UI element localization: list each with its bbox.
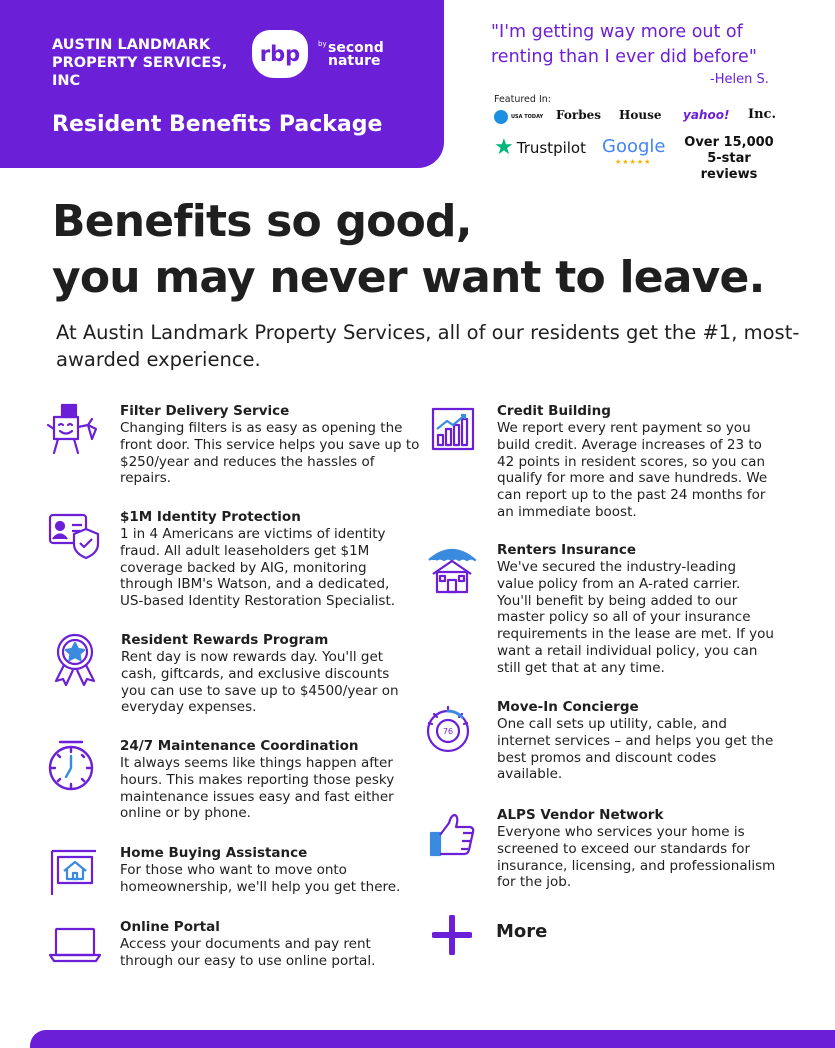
plus-icon [432, 915, 472, 955]
second-nature-logo: second nature [328, 40, 384, 69]
award-ribbon-icon [46, 632, 104, 690]
benefit-move-in-concierge [423, 699, 803, 789]
testimonial-quote: "I'm getting way more out of renting than I ever did before" [491, 22, 757, 67]
id-shield-icon [46, 509, 104, 567]
bottom-bar [30, 1030, 835, 1048]
benefit-title: Credit Building [497, 403, 611, 419]
filter-box-icon [46, 403, 104, 461]
umbrella-house-icon [423, 542, 481, 600]
benefit-description: Rent day is now rewards day. You'll get cash, giftcards, and exclusive discounts you can use to save up to $4500/year on everyday expenses. [121, 649, 399, 716]
benefit-description: Access your documents and pay rent through our easy to use online portal. [120, 936, 376, 969]
trustpilot-text: Trustpilot [516, 139, 586, 157]
benefit-description: We've secured the industry-leading value policy from an A-rated carrier. You'll benefit by being added to our master policy so all of your insurance requirements in the lease are met. If you want a retail individual policy, you can still get that at any time. [497, 559, 774, 676]
benefit-description: It always seems like things happen after hours. This makes reporting those pesky maintenance issues easy and fast either online or by phone. [120, 755, 395, 822]
svg-text:76: 76 [442, 727, 454, 736]
benefit-maintenance [46, 738, 416, 828]
testimonial-author: -Helen S. [710, 72, 769, 87]
benefit-title: Move-In Concierge [497, 699, 639, 715]
inc-logo: Inc. [748, 107, 776, 122]
clock-icon [46, 738, 104, 796]
usa-today-text: USA TODAY [511, 114, 544, 120]
benefit-alps-vendor-network [423, 807, 803, 897]
headline-line-1: Benefits so good, [52, 196, 472, 247]
header-banner [0, 0, 444, 168]
rbp-logo: rbp [252, 30, 308, 78]
usa-today-logo [494, 110, 543, 124]
forbes-logo: Forbes [556, 108, 601, 122]
usa-today-dot-icon [494, 110, 508, 124]
benefit-filter-delivery [46, 403, 420, 493]
benefit-credit-building [423, 403, 803, 523]
yahoo-logo: yahoo! [683, 108, 730, 122]
headline-line-2: you may never want to leave. [52, 252, 765, 303]
benefit-description: For those who want to move onto homeownership, we'll help you get there. [120, 862, 401, 895]
thumbs-up-icon [423, 807, 481, 865]
benefit-renters-insurance [423, 542, 803, 682]
google-text: Google [602, 136, 666, 157]
trustpilot-star-icon: ★ [494, 135, 514, 160]
benefit-description: Changing filters is as easy as opening the front door. This service helps you save up to $250/year and reduces the hassles of repairs. [120, 420, 420, 487]
by-label: by [318, 40, 327, 48]
benefit-title: $1M Identity Protection [120, 509, 301, 525]
benefit-description: One call sets up utility, cable, and internet services – and helps you get the best promos and discount codes available. [497, 716, 774, 783]
bar-chart-icon [423, 403, 481, 461]
google-logo [602, 136, 665, 157]
benefit-description: 1 in 4 Americans are victims of identity fraud. All adult leaseholders get $1M coverage backed by AIG, monitoring through IBM's Watson, and a dedicated, US-based Identity Restoration Specialist. [120, 526, 396, 610]
thermostat-icon [423, 699, 481, 757]
benefit-online-portal [46, 919, 416, 979]
package-title: Resident Benefits Package [52, 112, 383, 137]
more-label: More [496, 921, 548, 942]
benefit-title: Filter Delivery Service [120, 403, 290, 419]
benefit-title: Resident Rewards Program [121, 632, 329, 648]
benefit-title: Renters Insurance [497, 542, 636, 558]
benefit-resident-rewards [46, 632, 416, 722]
google-stars-icon: ★★★★★ [615, 158, 652, 166]
house-logo: House [619, 108, 662, 122]
benefit-description: We report every rent payment so you build credit. Average increases of 23 to 42 points in resident scores, so you can qualify for more and save hundreds. We can report up to the past 24 months for an immediate boost. [497, 420, 768, 520]
house-sign-icon [46, 845, 104, 903]
company-name: AUSTIN LANDMARK PROPERTY SERVICES, INC [52, 37, 228, 89]
benefit-title: Online Portal [120, 919, 220, 935]
benefit-home-buying [46, 845, 416, 905]
benefit-title: ALPS Vendor Network [497, 807, 664, 823]
intro-text: At Austin Landmark Property Services, all of our residents get the #1, most-awarded experience. [56, 321, 800, 371]
benefit-identity-protection [46, 509, 416, 609]
benefit-title: Home Buying Assistance [120, 845, 308, 861]
benefit-title: 24/7 Maintenance Coordination [120, 738, 359, 754]
laptop-icon [46, 919, 104, 977]
benefit-description: Everyone who services your home is screened to exceed our standards for insurance, licensing, and professionalism for the job. [497, 824, 776, 891]
featured-label: Featured In: [494, 94, 551, 105]
headline [52, 194, 765, 306]
trustpilot-logo [494, 135, 586, 160]
reviews-count: Over 15,000 5-star reviews [684, 135, 774, 182]
